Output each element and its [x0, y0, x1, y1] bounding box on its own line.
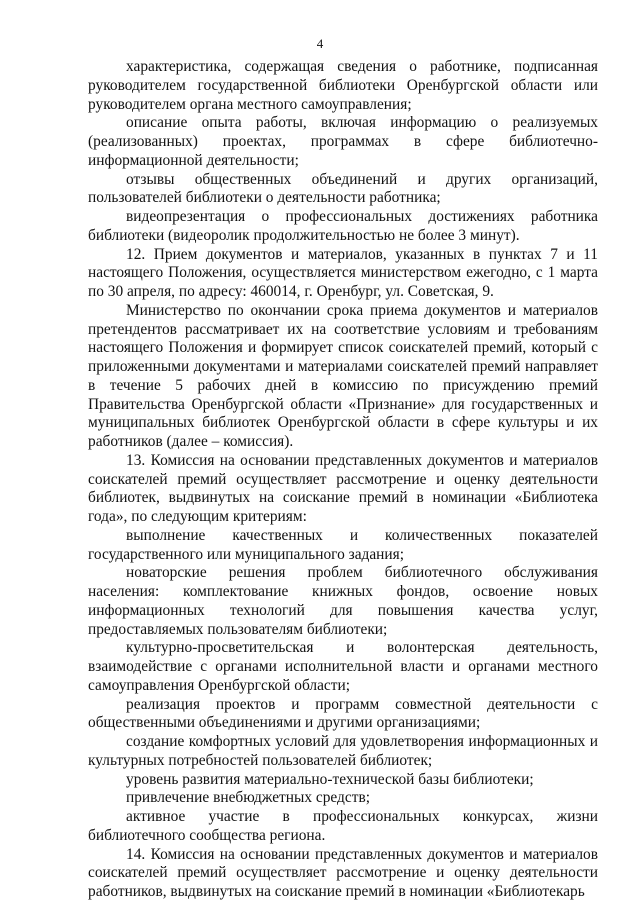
criterion-extrabudgetary-funds: привлечение внебюджетных средств;	[126, 789, 370, 807]
paragraph-reviews: отзывы общественных объединений и других организаций, пользователей библиотеки о деятельности работника;	[88, 170, 598, 207]
criterion-state-task: выполнение качественных и количественных показателей государственного или муниципального задания;	[88, 526, 598, 563]
paragraph-clause-12: 12. Прием документов и материалов, указанных в пунктах 7 и 11 настоящего Положения, осуществляется министерством ежегодно, с 1 марта по 30 апреля, по адресу: 460014, г. Оренбург, ул. Советская, 9.	[88, 245, 598, 300]
paragraph-video-presentation: видеопрезентация о профессиональных достижениях работника библиотеки (видеоролик продолжительностью не более 3 минут).	[88, 208, 598, 244]
paragraph-clause-14: 14. Комиссия на основании представленных документов и материалов соискателей премий осуществляет рассмотрение и оценку деятельности работников, выдвинутых на соискание премий в номинации «Библиотекарь	[88, 845, 598, 900]
criterion-cultural-activity: культурно-просветительская и волонтерская деятельность, взаимодействие с органами исполнительной власти и органами местного самоуправления Оренбургской области;	[88, 639, 598, 694]
criterion-comfortable-conditions: создание комфортных условий для удовлетворения информационных и культурных потребностей пользователей библиотек;	[88, 733, 598, 769]
paragraph-experience-description: описание опыта работы, включая информацию о реализуемых (реализованных) проектах, программах в сфере библиотечно-информационной деятельности;	[88, 114, 598, 169]
page-body	[88, 58, 598, 902]
criterion-innovative-solutions: новаторские решения проблем библиотечного обслуживания населения: комплектование книжных фондов, освоение новых информационных технологий для повышения качества услуг, предоставляемых пользователям библиотеки;	[88, 564, 598, 638]
paragraph-characteristic: характеристика, содержащая сведения о работнике, подписанная руководителем государственной библиотеки Оренбургской области или руководителем органа местного самоуправления;	[88, 58, 598, 113]
paragraph-clause-13: 13. Комиссия на основании представленных документов и материалов соискателей премий осуществляет рассмотрение и оценку деятельности библиотек, выдвинутых на соискание премий в номинации «Библиотека года», по следующим критериям:	[88, 451, 598, 525]
criterion-material-base: уровень развития материально-технической базы библиотеки;	[126, 770, 534, 788]
paragraph-ministry-review: Министерство по окончании срока приема документов и материалов претендентов рассматривает их на соответствие условиям и требованиям настоящего Положения и формирует список соискателей премий, который с приложенными документами и материалами соискателей премий направляет в течение 5 рабочих дней в комиссию по присуждению премий Правительства Оренбургской области «Признание» для государственных и муниципальных библиотек Оренбургской области в сфере культуры и их работников (далее – комиссия).	[88, 301, 598, 450]
criterion-joint-projects: реализация проектов и программ совместной деятельности с общественными объединениями и другими организациями;	[88, 695, 598, 732]
page-number: 4	[316, 36, 324, 51]
criterion-contest-participation: активное участие в профессиональных конкурсах, жизни библиотечного сообщества региона.	[88, 808, 598, 844]
